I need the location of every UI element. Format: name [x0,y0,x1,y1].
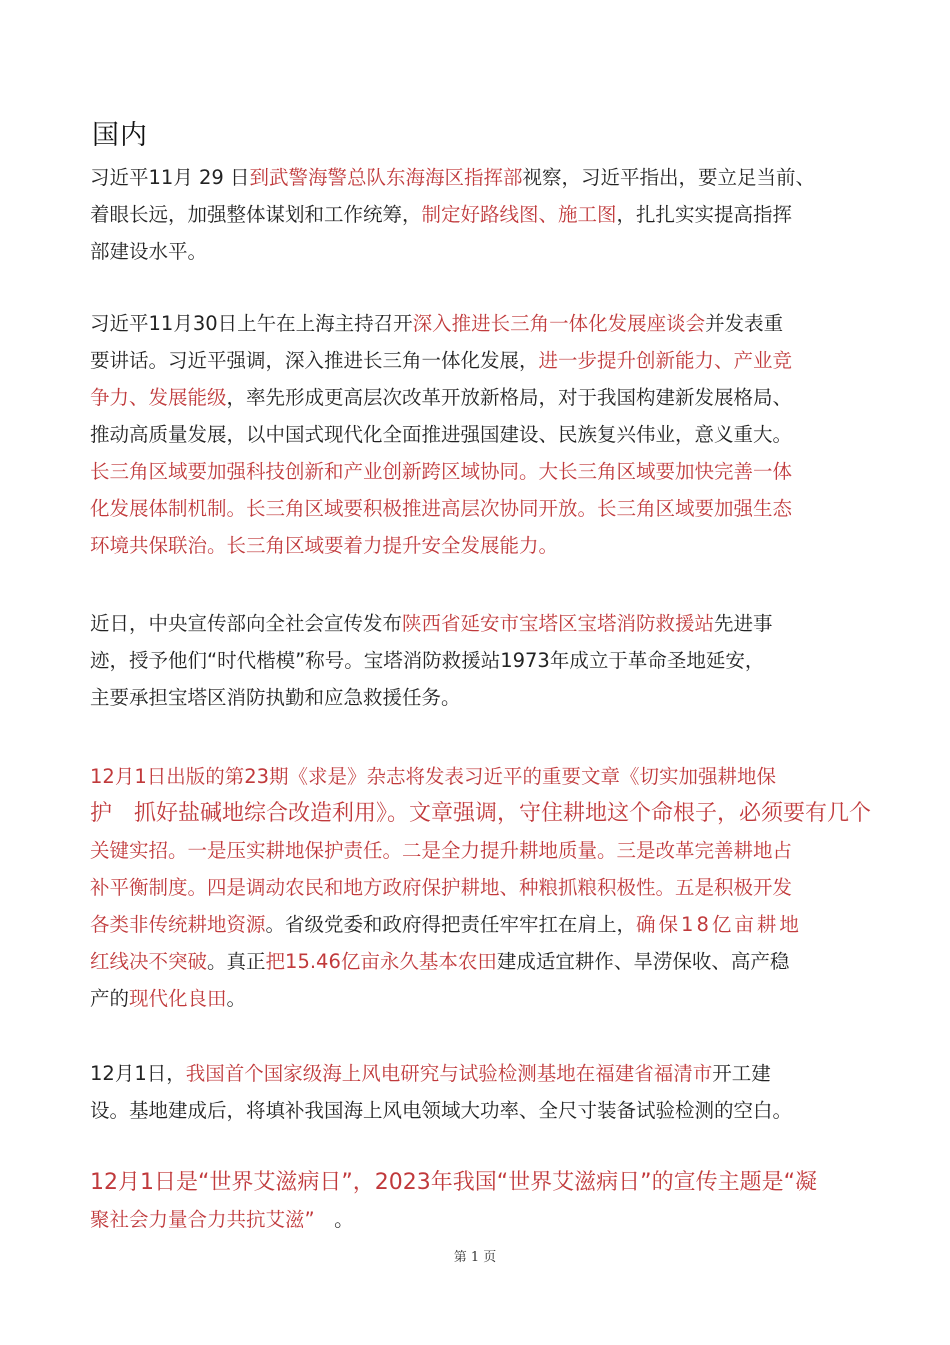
paragraph-5 [90,1055,890,1129]
text-line [90,906,890,943]
text-run: 视察，习近平指出，要立足当前、 [522,166,816,189]
text-line [90,832,890,869]
text-line [90,416,890,453]
highlight-text: 长三角区域要加强科技创新和产业创新跨区域协同。大长三角区域要加快完善一体 [90,460,793,483]
text-run: 要讲话。习近平强调，深入推进长三角一体化发展， [90,349,539,372]
text-line [90,490,890,527]
text-line [90,159,890,196]
text-run: 建成适宜耕作、旱涝保收、高产稳 [496,950,790,973]
text-run: 产的 [90,987,130,1010]
page-number: 第 1 页 [453,1250,497,1265]
paragraph-6 [90,1164,890,1238]
text-line [90,679,890,716]
highlight-text: 各类非传统耕地资源 [90,913,266,936]
highlight-text: 聚社会力量合力共抗艾滋” [90,1208,315,1231]
text-run: 设。基地建成后，将填补我国海上风电领域大功率、全尺寸装备试验检测的空白。 [90,1099,793,1122]
text-line [90,758,890,795]
text-line [90,795,890,832]
text-run: 习近平11月30日上午在上海主持召开 [90,312,413,335]
highlight-text: 陕西省延安市宝塔区宝塔消防救援站 [402,612,715,635]
highlight-text: 进一步提升创新能力、产业竞 [538,349,793,372]
paragraph-4 [90,758,890,1017]
text-run: 开工建 [712,1062,771,1085]
highlight-text: 化发展体制机制。长三角区域要积极推进高层次协同开放。长三角区域要加强生态 [90,497,793,520]
text-line [90,305,890,342]
text-run: ，扎扎实实提高指挥 [616,203,793,226]
section-heading: 国内 [92,120,148,151]
text-line [90,980,890,1017]
text-run: 近日，中央宣传部向全社会宣传发布 [90,612,403,635]
text-run: ，率先形成更高层次改革开放新格局，对于我国构建新发展格局、 [226,386,793,409]
text-line [90,1201,890,1238]
text-line [90,379,890,416]
text-run: 并发表重 [705,312,784,335]
text-run: 。真正 [207,950,266,973]
text-line [90,1164,890,1201]
text-run: 习近平11月 29 日 [90,166,250,189]
text-line [90,527,890,564]
paragraph-2 [90,305,890,564]
highlight-text: 12月1日是“世界艾滋病日”，2023年我国“世界艾滋病日”的宣传主题是“凝 [90,1170,817,1195]
text-line [90,943,890,980]
highlight-text: 环境共保联治。长三角区域要着力提升安全发展能力。 [90,534,559,557]
text-run: 部建设水平。 [90,240,208,263]
highlight-text: 红线决不突破 [90,950,208,973]
highlight-text: 12月1日出版的第23期《求是》杂志将发表习近平的重要文章《切实加强耕地保 [90,765,777,788]
text-line [90,342,890,379]
text-run: 迹，授予他们“时代楷模”称号。宝塔消防救援站1973年成立于革命圣地延安， [90,649,765,672]
text-run: 着眼长远，加强整体谋划和工作统筹， [90,203,422,226]
highlight-text: 我国首个国家级海上风电研究与试验检测基地在福建省福清市 [185,1062,713,1085]
text-run: 先进事 [714,612,773,635]
highlight-text: 现代化良田 [129,987,227,1010]
text-run: 。省级党委和政府得把责任牢牢扛在肩上， [265,913,637,936]
highlight-text: 到武警海警总队东海海区指挥部 [249,166,523,189]
text-line [90,196,890,233]
highlight-text: 护 抓好盐碱地综合改造利用》。文章强调，守住耕地这个命根子，必须要有几个 [90,801,872,826]
text-line [90,642,890,679]
text-run: 。 [226,987,247,1010]
highlight-text: 补平衡制度。四是调动农民和地方政府保护耕地、种粮抓粮积极性。五是积极开发 [90,876,793,899]
text-run: 12月1日， [90,1062,186,1085]
paragraph-3 [90,605,890,716]
text-run: 推动高质量发展，以中国式现代化全面推进强国建设、民族复兴伟业，意义重大。 [90,423,793,446]
text-run: 。 [314,1208,354,1231]
highlight-text: 深入推进长三角一体化发展座谈会 [412,312,706,335]
text-line [90,1055,890,1092]
highlight-text: 把15.46亿亩永久基本农田 [265,950,497,973]
highlight-text: 确保18亿亩耕地 [636,913,802,936]
highlight-text: 争力、发展能级 [90,386,227,409]
text-run: 主要承担宝塔区消防执勤和应急救援任务。 [90,686,461,709]
text-line [90,1092,890,1129]
text-line [90,233,890,270]
text-line [90,453,890,490]
text-line [90,605,890,642]
paragraph-1 [90,159,890,270]
text-line [90,869,890,906]
highlight-text: 制定好路线图、施工图 [421,203,617,226]
highlight-text: 关键实招。一是压实耕地保护责任。二是全力提升耕地质量。三是改革完善耕地占 [90,839,793,862]
